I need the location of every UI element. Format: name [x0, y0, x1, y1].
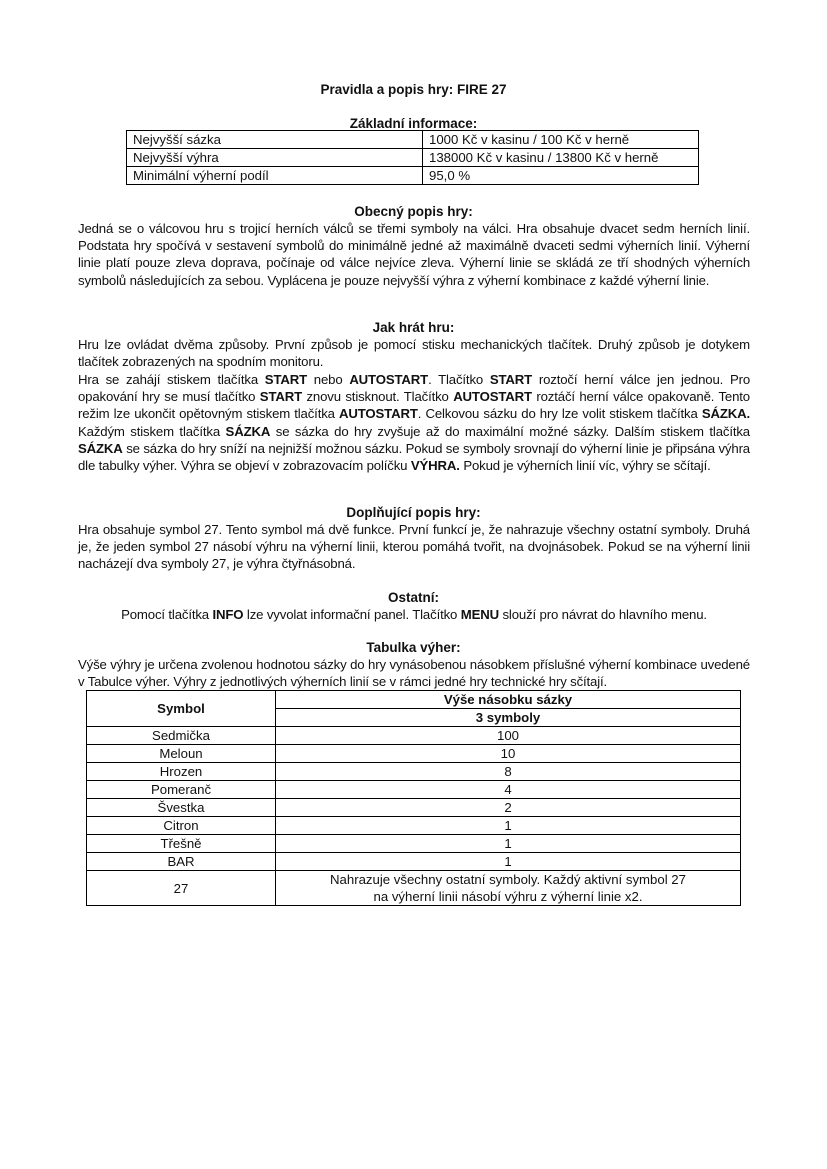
- document-title: Pravidla a popis hry: FIRE 27: [320, 82, 507, 97]
- col-multiplier-header: Výše násobku sázky: [276, 691, 741, 709]
- info-value: 1000 Kč v kasinu / 100 Kč v herně: [423, 131, 699, 149]
- multiplier-cell: 8: [276, 763, 741, 781]
- symbol-cell: Citron: [87, 817, 276, 835]
- other-heading: Ostatní:: [387, 590, 439, 605]
- general-heading: Obecný popis hry:: [354, 204, 473, 219]
- info-value: 95,0 %: [423, 167, 699, 185]
- wild-line-2: na výherní linii násobí výhru z výherní linie x2.: [373, 889, 643, 904]
- basic-info-table: [126, 130, 699, 185]
- bold-keyword: AUTOSTART: [339, 406, 418, 422]
- table-row: [127, 167, 699, 185]
- table-row: [87, 817, 741, 835]
- paytable-heading: Tabulka výher:: [366, 640, 461, 655]
- bold-keyword: VÝHRA.: [410, 458, 460, 474]
- symbol-cell: Švestka: [87, 799, 276, 817]
- bold-keyword: SÁZKA.: [701, 406, 751, 422]
- symbol-cell: BAR: [87, 853, 276, 871]
- bold-keyword: MENU: [460, 607, 499, 622]
- wild-description: [276, 871, 741, 906]
- table-row: [87, 763, 741, 781]
- table-row: [87, 799, 741, 817]
- col-symbol-header: Symbol: [87, 691, 276, 727]
- info-label: Minimální výherní podíl: [127, 167, 423, 185]
- table-row: [87, 781, 741, 799]
- bold-keyword: AUTOSTART: [453, 389, 532, 405]
- info-label: Nejvyšší sázka: [127, 131, 423, 149]
- basic-info-heading: Základní informace:: [349, 116, 478, 131]
- multiplier-cell: 10: [276, 745, 741, 763]
- multiplier-cell: 1: [276, 817, 741, 835]
- bold-keyword: SÁZKA: [225, 423, 271, 439]
- other-text: Pomocí tlačítka INFO lze vyvolat informační panel. Tlačítko MENU slouží pro návrat do hlavního menu.: [121, 607, 707, 622]
- table-row: [87, 745, 741, 763]
- symbol-cell: Třešně: [87, 835, 276, 853]
- bold-keyword: START: [259, 389, 303, 405]
- table-row-wild: [87, 871, 741, 906]
- info-value: 138000 Kč v kasinu / 13800 Kč v herně: [423, 149, 699, 167]
- bold-keyword: SÁZKA: [78, 440, 123, 456]
- paytable-body: [87, 727, 741, 871]
- table-header-row: [87, 691, 741, 709]
- wild-symbol: 27: [87, 871, 276, 906]
- col-sub-header: 3 symboly: [276, 709, 741, 727]
- bold-keyword: START: [489, 372, 533, 387]
- table-row: [127, 149, 699, 167]
- multiplier-cell: 2: [276, 799, 741, 817]
- symbol-cell: Pomeranč: [87, 781, 276, 799]
- multiplier-cell: 4: [276, 781, 741, 799]
- symbol-cell: Meloun: [87, 745, 276, 763]
- paytable: [86, 690, 741, 906]
- additional-heading: Doplňující popis hry:: [346, 505, 481, 520]
- wild-line-1: Nahrazuje všechny ostatní symboly. Každý aktivní symbol 27: [330, 872, 686, 887]
- symbol-cell: Hrozen: [87, 763, 276, 781]
- how-to-play-text: Hra se zahájí stiskem tlačítka START nebo AUTOSTART. Tlačítko START roztočí herní válce jen jednou. Pro opakování hry se musí tlačítko START znovu stisknout. Tlačítko AUTOSTART roztáčí herní válce opakovaně. Tento režim lze ukončit opětovným stiskem tlačítka AUTOSTART. Celkovou sázku do hry lze volit stiskem tlačítka SÁZKA. Každým stiskem tlačítka SÁZKA se sázka do hry zvyšuje až do maximální možné sázky. Dalším stiskem tlačítka SÁZKA se sázka do hry sníží na nejnižší možnou sázku. Pokud se symboly srovnají do výherní linie je připsána výhra dle tabulky výher. Výhra se objeví v zobrazovacím políčku VÝHRA. Pokud je výherních linií víc, výhry se sčítají.: [78, 372, 751, 474]
- bold-keyword: INFO: [212, 607, 244, 622]
- bold-keyword: START: [264, 372, 308, 387]
- symbol-cell: Sedmička: [87, 727, 276, 745]
- paytable-intro: Výše výhry je určena zvolenou hodnotou sázky do hry vynásobenou násobkem příslušné výherní kombinace uvedené v Tabulce výher. Výhry z jednotlivých výherních linií se v rámci jedné hry technické hry sčítají.: [78, 657, 750, 690]
- general-text: Jedná se o válcovou hru s trojicí herních válců se třemi symboly na válci. Hra obsahuje dvacet sedm herních linií. Podstata hry spočívá v sestavení symbolů do minimálně jedné až maximálně dvaceti sedmi výherních linií. Výherní linie platí pouze zleva doprava, počínaje od válce nejvíce zleva. Výherní linie se skládá ze tří shodných výherních symbolů následujících za sebou. Vyplácena je pouze nejvyšší výhra z výherní kombinace z každé výherní linie.: [78, 221, 750, 288]
- how-to-play-intro: Hru lze ovládat dvěma způsoby. První způsob je pomocí stisku mechanických tlačítek. Druhý způsob je dotykem tlačítek zobrazených na spodním monitoru.: [78, 337, 750, 370]
- table-row: [87, 853, 741, 871]
- multiplier-cell: 100: [276, 727, 741, 745]
- table-row: [127, 131, 699, 149]
- table-row: [87, 727, 741, 745]
- info-label: Nejvyšší výhra: [127, 149, 423, 167]
- table-row: [87, 835, 741, 853]
- how-to-play-heading: Jak hrát hru:: [372, 320, 455, 335]
- multiplier-cell: 1: [276, 853, 741, 871]
- multiplier-cell: 1: [276, 835, 741, 853]
- bold-keyword: AUTOSTART: [349, 372, 429, 387]
- additional-text: Hra obsahuje symbol 27. Tento symbol má dvě funkce. První funkcí je, že nahrazuje všechny ostatní symboly. Druhá je, že jeden symbol 27 násobí výhru na výherní linii, kterou pomáhá tvořit, na dvojnásobek. Pokud se na výherní linii nacházejí dva symboly 27, je výhra čtyřnásobná.: [78, 522, 750, 572]
